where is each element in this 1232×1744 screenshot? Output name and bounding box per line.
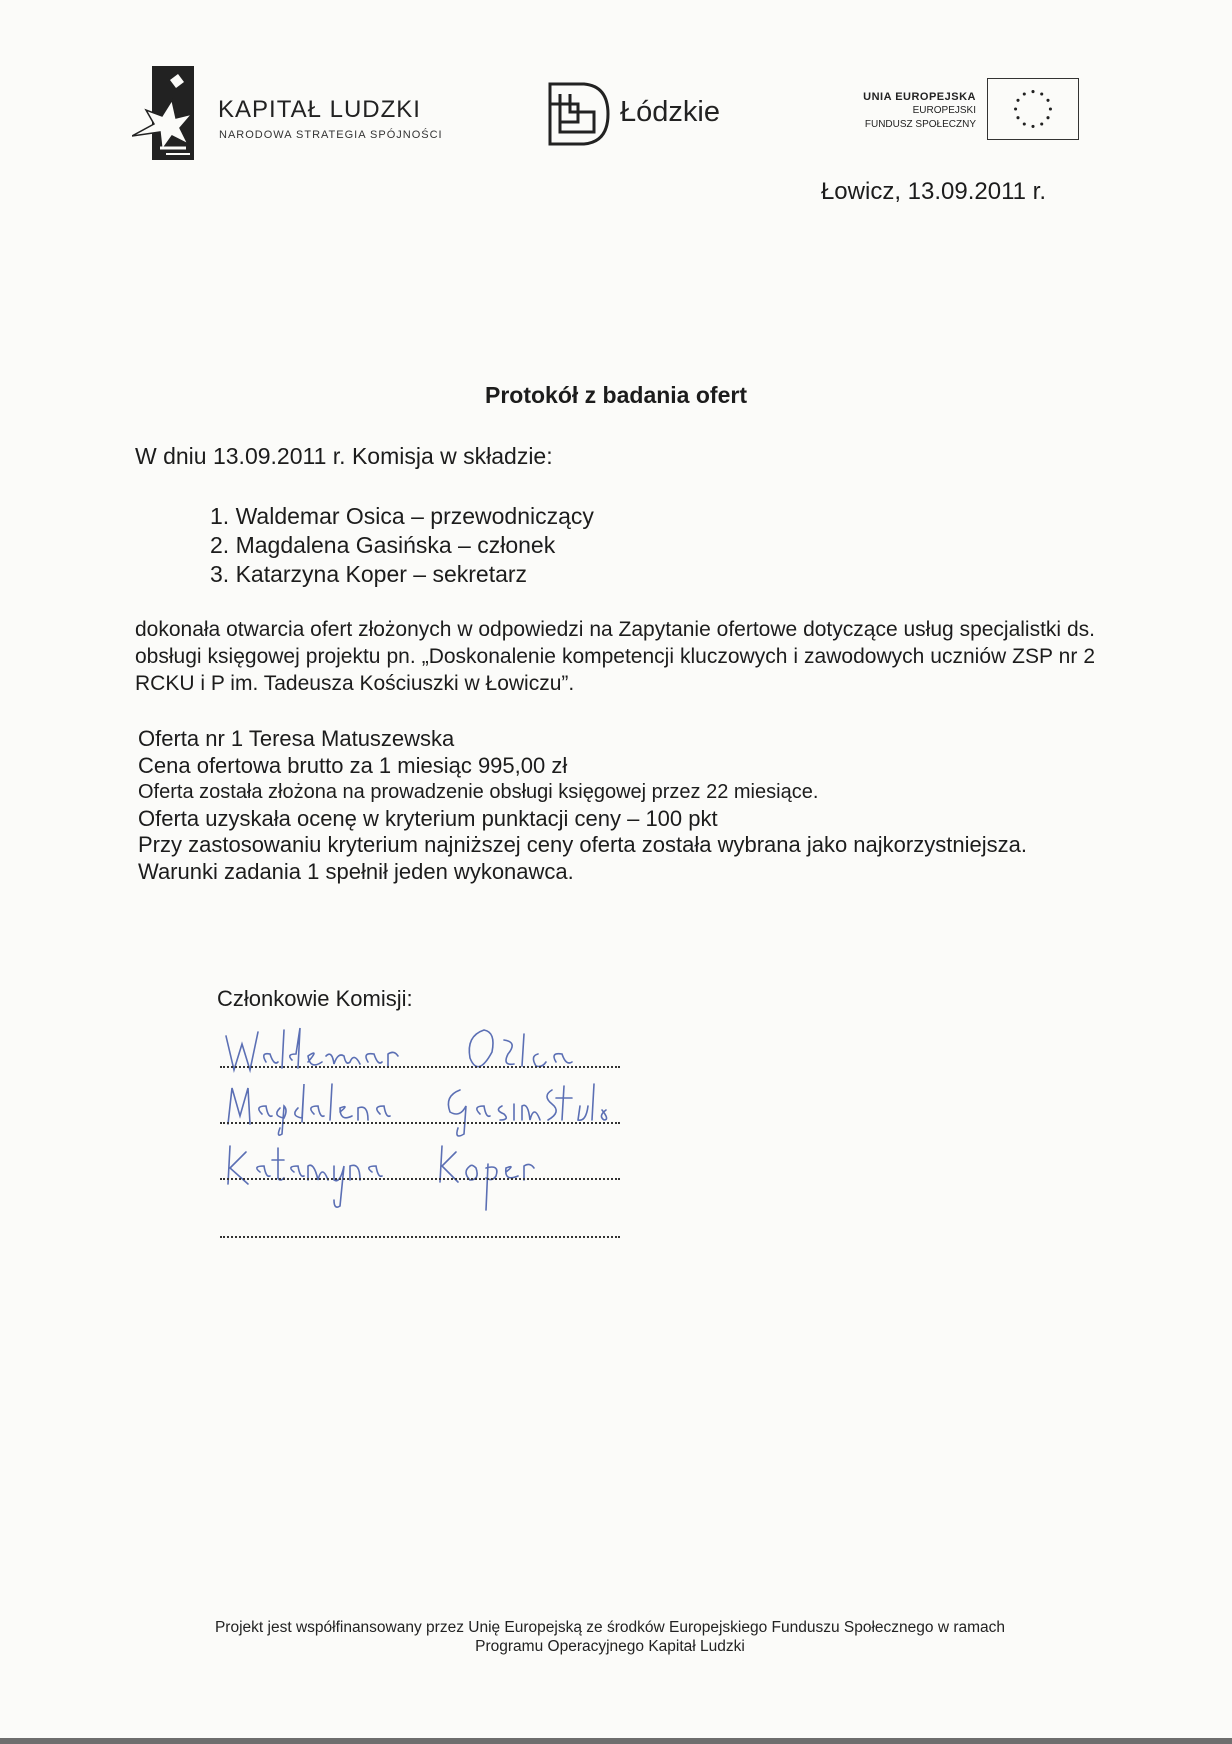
- star-emblem-icon: [132, 66, 194, 160]
- kapital-ludzki-title: KAPITAŁ LUDZKI: [218, 96, 421, 123]
- list-item: 2. Magdalena Gasińska – członek: [210, 532, 556, 558]
- eu-line-1: UNIA EUROPEJSKA: [863, 91, 976, 103]
- kapital-ludzki-subtitle: NARODOWA STRATEGIA SPÓJNOŚCI: [219, 129, 443, 141]
- signature-line: [220, 1236, 620, 1238]
- signature-line: [220, 1122, 620, 1124]
- signature-line: [220, 1066, 620, 1068]
- offer-block: [138, 726, 1098, 885]
- eu-logo: [830, 78, 1080, 144]
- funding-footer: [130, 1618, 1090, 1656]
- lodzkie-mark-icon: [548, 82, 610, 146]
- signatures-label: Członkowie Komisji:: [217, 986, 413, 1011]
- eu-line-2: EUROPEJSKI: [912, 105, 976, 116]
- eu-text: [863, 90, 976, 132]
- document-title: Protokół z badania ofert: [485, 382, 747, 408]
- opening-paragraph: dokonała otwarcia ofert złożonych w odpowiedzi na Zapytanie ofertowe dotyczące usług specjalistki ds. obsługi księgowej projektu pn. „Doskonalenie kompetencji kluczowych i zawodowych uczniów ZSP nr 2 RCKU i P im. Tadeusza Kościuszki w Łowiczu”.: [135, 618, 1095, 695]
- offer-line: Oferta nr 1 Teresa Matuszewska: [138, 726, 455, 751]
- commission-members-list: [210, 502, 594, 589]
- offer-line: Przy zastosowaniu kryterium najniższej ceny oferta została wybrana jako najkorzystniejsza.: [138, 832, 1027, 857]
- eu-line-3: FUNDUSZ SPOŁECZNY: [864, 119, 976, 130]
- signature-katarzyna-koper: [222, 1136, 642, 1226]
- lodzkie-logo: [548, 82, 748, 148]
- list-item: 1. Waldemar Osica – przewodniczący: [210, 503, 594, 529]
- offer-line: Oferta została złożona na prowadzenie obsługi księgowej przez 22 miesiące.: [138, 781, 819, 803]
- offer-line: Oferta uzyskała ocenę w kryterium punktacji ceny – 100 pkt: [138, 805, 718, 831]
- document-date: Łowicz, 13.09.2011 r.: [820, 178, 1046, 205]
- eu-flag-icon: [987, 78, 1079, 140]
- offer-line: Cena ofertowa brutto za 1 miesiąc 995,00 zł: [138, 752, 568, 778]
- footer-line-2: Programu Operacyjnego Kapitał Ludzki: [475, 1638, 745, 1655]
- lodzkie-name: Łódzkie: [620, 96, 720, 128]
- signature-line: [220, 1178, 620, 1180]
- list-item: 3. Katarzyna Koper – sekretarz: [210, 561, 528, 587]
- footer-line-1: Projekt jest współfinansowany przez Unię Europejską ze środków Europejskiego Funduszu Społecznego w ramach: [214, 1619, 1006, 1636]
- scan-edge: [0, 1738, 1232, 1744]
- offer-line: Warunki zadania 1 spełnił jeden wykonawca.: [138, 858, 574, 884]
- intro-text: W dniu 13.09.2011 r. Komisja w składzie:: [135, 443, 553, 469]
- kapital-ludzki-logo: [132, 66, 462, 162]
